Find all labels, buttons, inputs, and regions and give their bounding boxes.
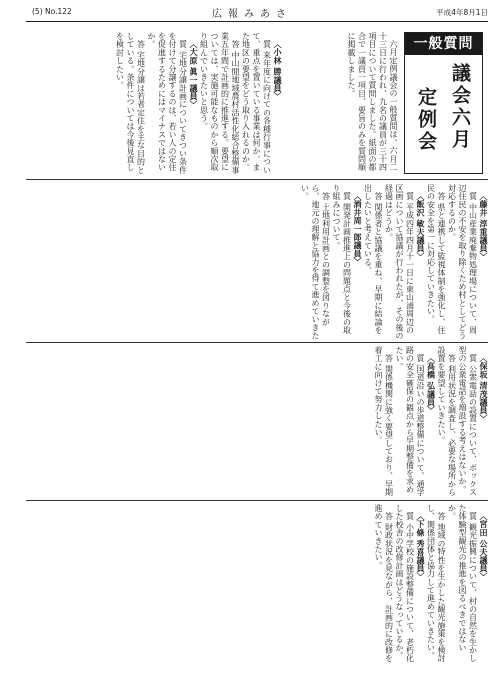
question-ohara: 質 宅地分譲計画についてきつい条件を付けて分譲するのは、若い人の定住を促進するためにはマイナスではないか。	[147, 32, 188, 174]
question-fujii: 質 中山産業廃棄物処理場について、周辺住民の不安を取り除くため村としてどう対応するのか。	[447, 184, 478, 340]
answer-sakai: 答 土地利用計画との調整を図りながら、地元の理解と協力を得て進めていきたい。	[300, 184, 331, 340]
article-column-top	[26, 32, 282, 176]
article-column-bottom	[26, 504, 488, 664]
speaker-ohara: 〈大原 眞一議員〉	[189, 40, 198, 109]
answer-shimo: 答 財政状況を見ながら、計画的に改修を進めていきたい。	[374, 504, 394, 663]
header-rule	[26, 21, 488, 22]
question-kobayashi: 質 来年度に向けての各種行事について、重点を置いている事業は何か。また地区の要望をどう取り入れるのか。	[241, 32, 272, 174]
speaker-iida: 〈飯沢 敏夫議員〉	[416, 192, 425, 261]
row-divider	[26, 500, 488, 501]
answer-iida: 答 関係者と協議を重ね、早期に結論を出したいと考えている。	[363, 184, 383, 335]
section-tag: 一般質問	[405, 33, 482, 55]
answer-kobayashi: 答 中山間地域農村活性化総合整備事業五年間で計画的に推進する。要望については、実施可能なものから順次取り組んでいきたいと思う。	[199, 32, 240, 174]
newsletter-title: 広報みあさ	[212, 9, 292, 20]
speaker-takahashi: 〈高橋 弘議員〉	[426, 354, 436, 415]
question-hosaka: 質 公衆電話の設置について、ボックス型の公衆電話を増設する考えはないか。	[458, 346, 478, 497]
question-miyata: 質 観光振興について、村の自然を生かした体験型観光の推進を図るべきではないか。	[447, 504, 478, 663]
row-divider	[26, 179, 488, 180]
intro-text: 六月定例議会の一般質問は、六月二十三日に行われ、九名の議員が三十四項目について質問しました。紙面の都合で一議員一項目、要旨のみを質問順に掲載しました。	[347, 32, 398, 172]
question-sakai: 質 開発計画推進上の問題点と今後の取り組みについて。	[332, 184, 352, 335]
answer-miyata: 答 地域の特性を生かした観光施策を検討し、関係団体と協力して進めていきたい。	[426, 504, 446, 663]
answer-hosaka: 答 利用状況を調査し、必要な場所から設置を要望していきたい。	[437, 346, 457, 497]
row-divider	[26, 342, 488, 343]
question-takahashi: 質 国道沿いの歩道整備について、通学路の安全確保の観点から早期整備を求めたい。	[395, 346, 425, 497]
speaker-kobayashi: 〈小林 勝議員〉	[273, 40, 282, 101]
article-column-second	[26, 184, 488, 340]
article-column-third	[26, 346, 488, 498]
question-shimo: 質 小中学校の施設整備について、老朽化した校舎の改修計画はどうなっているか。	[395, 504, 415, 663]
answer-ohara: 答 宅地分譲は若者定住を主な目的としている。条件については今後見直しを検討したい。	[115, 32, 146, 174]
page-header	[26, 6, 488, 20]
section-title-line1: 議会六月	[449, 63, 471, 151]
speaker-fujii: 〈藤井 淳重議員〉	[479, 192, 488, 261]
speaker-hosaka: 〈保坂 清茂議員〉	[479, 354, 488, 423]
answer-takahashi: 答 関係機関に強く要望しており、早期着工に向けて努力したい。	[374, 346, 394, 497]
intro-column	[288, 32, 398, 176]
section-title-block	[404, 32, 483, 174]
speaker-shimo: 〈下條 秀喜議員〉	[416, 512, 425, 581]
section-title-line2: 定例会	[415, 87, 437, 153]
issue-date: 平成4年8月1日	[436, 8, 488, 17]
answer-fujii: 答 県と連携して監視体制を強化し、住民の安全を第一に対応していきたい。	[426, 184, 446, 335]
page-number: (5) No.122	[32, 7, 72, 16]
speaker-miyata: 〈宮田 公夫議員〉	[479, 512, 488, 581]
question-iida: 質 平成四年四月十一日に東山浦周辺の区画について協議が行われたが、その後の経過はどうか。	[384, 184, 415, 340]
speaker-sakai: 〈酒井周一郎議員〉	[353, 192, 362, 266]
